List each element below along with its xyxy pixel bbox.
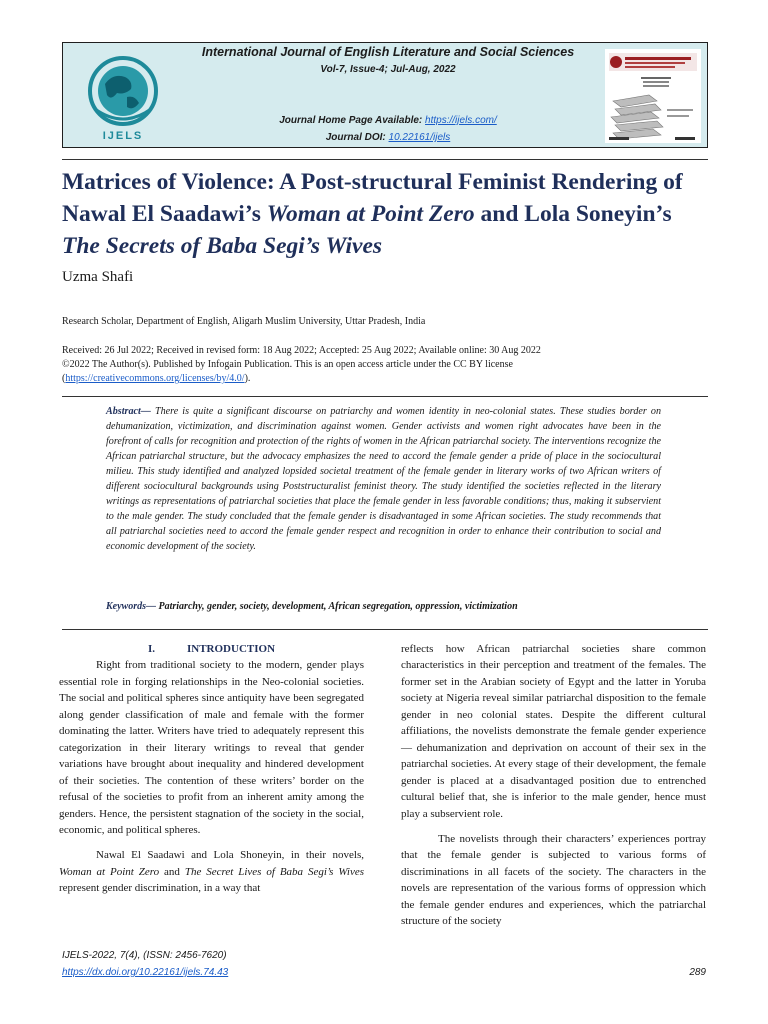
header-rule bbox=[62, 159, 708, 160]
p2-text-a: Nawal El Saadawi and Lola Shoneyin, in their novels, bbox=[96, 849, 364, 862]
section-heading bbox=[59, 641, 364, 657]
abstract-top-rule bbox=[62, 396, 708, 397]
journal-header-banner bbox=[62, 42, 708, 148]
svg-text:IJELS: IJELS bbox=[102, 130, 144, 142]
abstract-bottom-rule bbox=[62, 629, 708, 630]
journal-volume: Vol-7, Issue-4; Jul-Aug, 2022 bbox=[320, 64, 456, 75]
article-dates bbox=[62, 344, 662, 386]
journal-doi-line bbox=[183, 132, 593, 143]
intro-paragraph-2 bbox=[59, 847, 364, 896]
footer-doi-link[interactable]: https://dx.doi.org/10.22161/ijels.74.43 bbox=[62, 967, 229, 978]
article-title bbox=[62, 166, 702, 262]
abstract-label: Abstract— bbox=[106, 406, 151, 417]
abstract bbox=[106, 404, 661, 554]
title-text-2: and Lola Soneyin’s bbox=[474, 201, 672, 227]
journal-title: International Journal of English Literature and Social Sciences bbox=[201, 45, 575, 59]
license-line: ©2022 The Author(s). Published by Infogain Publication. This is an open access article under the CC BY license bbox=[62, 359, 513, 370]
footer-citation: IJELS-2022, 7(4), (ISSN: 2456-7620) bbox=[62, 950, 227, 961]
journal-cover-image bbox=[605, 49, 701, 143]
journal-home-label: Journal Home Page Available: bbox=[279, 115, 426, 126]
title-italic-2: The Secrets of Baba Segi’s Wives bbox=[62, 233, 383, 259]
title-text-1: Matrices of Violence: A Post-structural Feminist Rendering of Nawal El Saadawi’s bbox=[62, 169, 683, 227]
keywords bbox=[106, 601, 666, 612]
intro-paragraph-1: Right from traditional society to the modern, gender plays essential role in forging relationships in the Neo-colonial societies. The social and political spheres since antiquity have been segregated along gender classification of male and female with the former dominating the latter. Writers have tried to adequately represent this categorization in their literary writings to reveal that gender variations have brought about inequality and hindered development of their societies. The contention of these writers’ border on the refusal of the societies to profit from an inherent amity among the genders. Hence, the persistent stagnation of the society in the social, economic, and political spheres. bbox=[59, 659, 364, 836]
abstract-text: There is quite a significant discourse on patriarchy and women identity in neo-colonial states. These studies border on dehumanization, victimization, and discrimination against women. Gender activists and women right advocates have been in the forefront of calls for recognition and protection of the rights of women in the African patriarchal society. The interventions recognize the African patriarchal structure, but the advocacy emphasizes the need to accord the female gender a pride of place in the sociocultural milieu. This study identified and analyzed lopsided societal treatment of the female gender in literary works of two African writers of different sociocultural backgrounds using Poststructuralist feminist theory. The study identified the societies reflected in the literary writings as representations of patriarchal societies that place the female gender in less favorable conditions; thus, making it subservient to the male gender. The study concluded that the female gender is disadvantaged in some African societies. The study recommends that all patriarchal societies need to accord the female gender respect and recognition in order to enhance their contribution to social and economic development of the society. bbox=[106, 406, 661, 553]
journal-doi-label: Journal DOI: bbox=[325, 132, 389, 143]
journal-home-line bbox=[183, 115, 593, 126]
p2-italic-1: Woman at Point Zero bbox=[59, 865, 160, 878]
intro-paragraph-4: The novelists through their characters’ experiences portray that the female gender is subjected to various forms of discriminations in all facets of the society. The characters in the novels are representation of the various forms of oppression which the female gender endures and experiences, which the patriarchal structure of the society bbox=[401, 832, 706, 928]
author-affiliation: Research Scholar, Department of English, Aligarh Muslim University, Uttar Pradesh, India bbox=[62, 316, 426, 327]
received-dates: Received: 26 Jul 2022; Received in revised form: 18 Aug 2022; Accepted: 25 Aug 2022; Available online: 30 Aug 2022 bbox=[62, 345, 541, 356]
journal-home-link[interactable]: https://ijels.com/ bbox=[425, 115, 497, 126]
keywords-text: Patriarchy, gender, society, development, African segregation, oppression, victimization bbox=[156, 601, 518, 612]
right-column bbox=[401, 641, 706, 930]
license-link-line: (https://creativecommons.org/licenses/by/4.0/). bbox=[62, 373, 251, 384]
intro-paragraph-3: reflects how African patriarchal societies share common characteristics in their perception and treatment of the females. The former set in the Arabian society of Egypt and the latter in Yoruba society at Nigeria reveal similar patriarchal disposition to the female gender in neo colonial states. Despite the different cultural affiliations, the novelists demonstrate the female gender experience — dehumanization and deprivation on account of their sex in the patriarchal societies. At every stage of their development, the female gender is placed at a disadvantaged position due to entrenched cultural belief that, she is inferior to the male gender, hence must play a subservient role. bbox=[401, 643, 706, 820]
left-column bbox=[59, 641, 364, 897]
page-number: 289 bbox=[689, 967, 706, 978]
p2-text-c: represent gender discrimination, in a way that bbox=[59, 882, 261, 895]
section-number: I. bbox=[147, 643, 155, 655]
journal-doi-link[interactable]: 10.22161/ijels bbox=[388, 132, 451, 143]
title-italic-1: Woman at Point Zero bbox=[266, 201, 475, 227]
section-title: INTRODUCTION bbox=[187, 643, 276, 655]
ijels-logo-icon bbox=[73, 51, 173, 143]
p2-text-b: and bbox=[159, 865, 185, 878]
p2-italic-2: The Secret Lives of Baba Segi’s Wives bbox=[184, 865, 365, 878]
license-link[interactable]: https://creativecommons.org/licenses/by/4.0/ bbox=[65, 373, 245, 384]
author-name: Uzma Shafi bbox=[62, 269, 134, 285]
keywords-label: Keywords— bbox=[106, 601, 156, 612]
